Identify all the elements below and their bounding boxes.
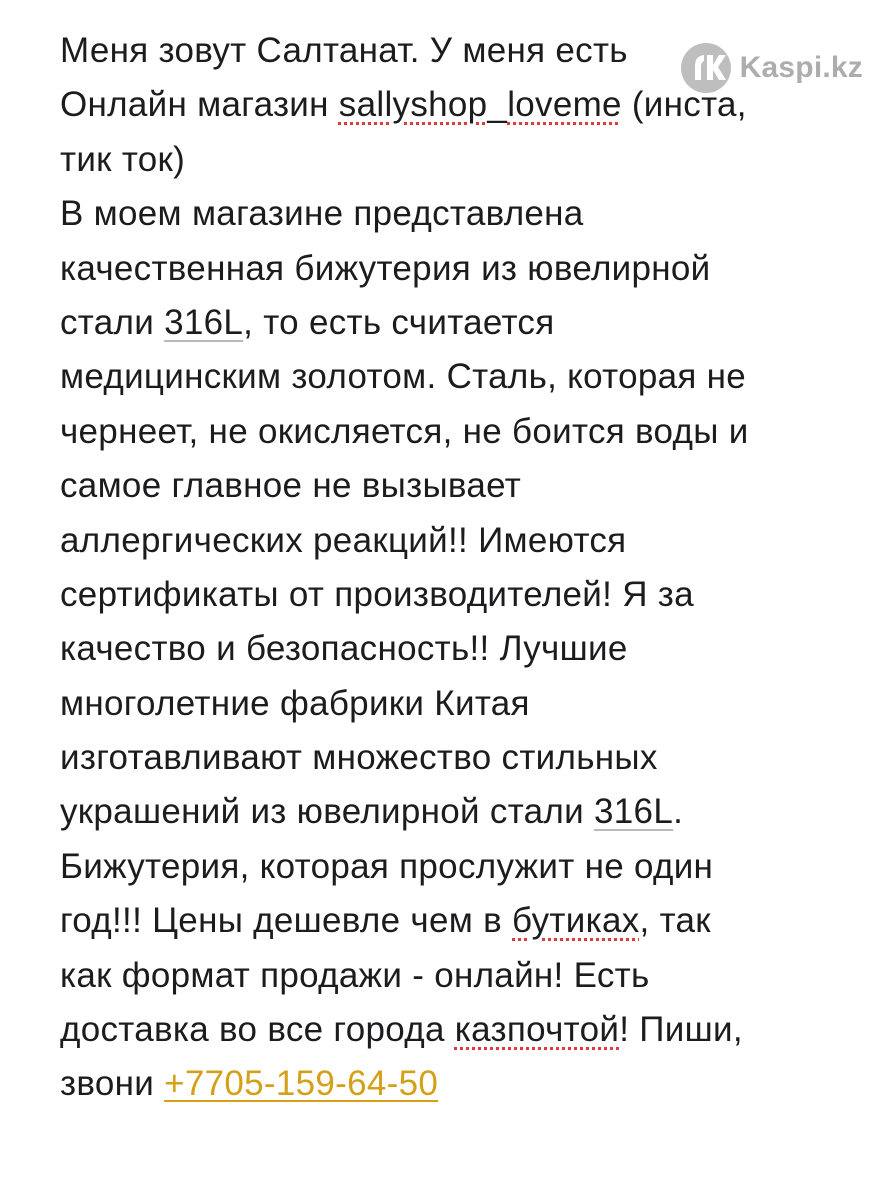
spellcheck-word[interactable]: бутиках bbox=[512, 901, 640, 941]
detected-code[interactable]: 316L bbox=[164, 302, 244, 342]
note-text: (инста, bbox=[621, 85, 747, 125]
note-line bbox=[60, 405, 860, 459]
note-line bbox=[60, 785, 860, 839]
note-text: изготавливают множество стильных bbox=[60, 738, 658, 778]
note-line bbox=[60, 78, 860, 132]
note-text: стали bbox=[60, 302, 165, 342]
note-text: _ bbox=[487, 85, 508, 125]
note-line bbox=[60, 187, 860, 241]
note-text: аллергических реакций!! Имеются bbox=[60, 520, 627, 560]
spellcheck-word[interactable]: loveme bbox=[507, 85, 622, 125]
note-text: сертификаты от производителей! Я за bbox=[60, 574, 694, 614]
note-text: как формат продажи - онлайн! Есть bbox=[60, 955, 650, 995]
note-text: Онлайн магазин bbox=[60, 85, 339, 125]
note-text: Бижутерия, которая прослужит не один bbox=[60, 846, 714, 886]
note-line bbox=[60, 133, 860, 187]
note-line bbox=[60, 677, 860, 731]
spellcheck-word[interactable]: sallyshop bbox=[338, 85, 488, 125]
note-text: год!!! Цены дешевле чем в bbox=[60, 901, 513, 941]
note-text: . bbox=[673, 792, 684, 832]
note-body[interactable] bbox=[60, 24, 860, 1112]
note-line bbox=[60, 1003, 860, 1057]
note-text: В моем магазине представлена bbox=[60, 194, 584, 234]
note-text: многолетние фабрики Китая bbox=[60, 683, 530, 723]
note-text: звони bbox=[60, 1064, 165, 1104]
phone-link[interactable]: +7705-159-64-50 bbox=[164, 1064, 439, 1104]
note-text: тик ток) bbox=[60, 139, 186, 179]
note-text: , то есть считается bbox=[243, 302, 555, 342]
note-line bbox=[60, 296, 860, 350]
note-line bbox=[60, 568, 860, 622]
spellcheck-word[interactable]: казпочтой bbox=[454, 1010, 620, 1050]
note-line bbox=[60, 459, 860, 513]
note-line bbox=[60, 840, 860, 894]
note-text: самое главное не вызывает bbox=[60, 466, 522, 506]
note-text: , так bbox=[639, 901, 711, 941]
note-line bbox=[60, 622, 860, 676]
watermark-text: Kaspi.kz bbox=[739, 51, 863, 84]
note-text: доставка во все города bbox=[60, 1010, 455, 1050]
note-text: ! Пиши, bbox=[619, 1010, 743, 1050]
note-text: качество и безопасность!! Лучшие bbox=[60, 629, 628, 669]
note-text: Меня зовут Салтанат. У меня есть bbox=[60, 31, 628, 70]
note-line bbox=[60, 1057, 860, 1111]
note-line bbox=[60, 894, 860, 948]
note-line bbox=[60, 731, 860, 785]
note-line bbox=[60, 350, 860, 404]
note-text: медицинским золотом. Сталь, которая не bbox=[60, 357, 747, 397]
note-text: украшений из ювелирной стали bbox=[60, 792, 595, 832]
note-line bbox=[60, 242, 860, 296]
note-text: чернеет, не окисляется, не боится воды и bbox=[60, 411, 749, 451]
note-line bbox=[60, 24, 860, 78]
detected-code[interactable]: 316L bbox=[594, 792, 674, 832]
note-line bbox=[60, 514, 860, 568]
note-text: качественная бижутерия из ювелирной bbox=[60, 248, 711, 288]
note-line bbox=[60, 949, 860, 1003]
